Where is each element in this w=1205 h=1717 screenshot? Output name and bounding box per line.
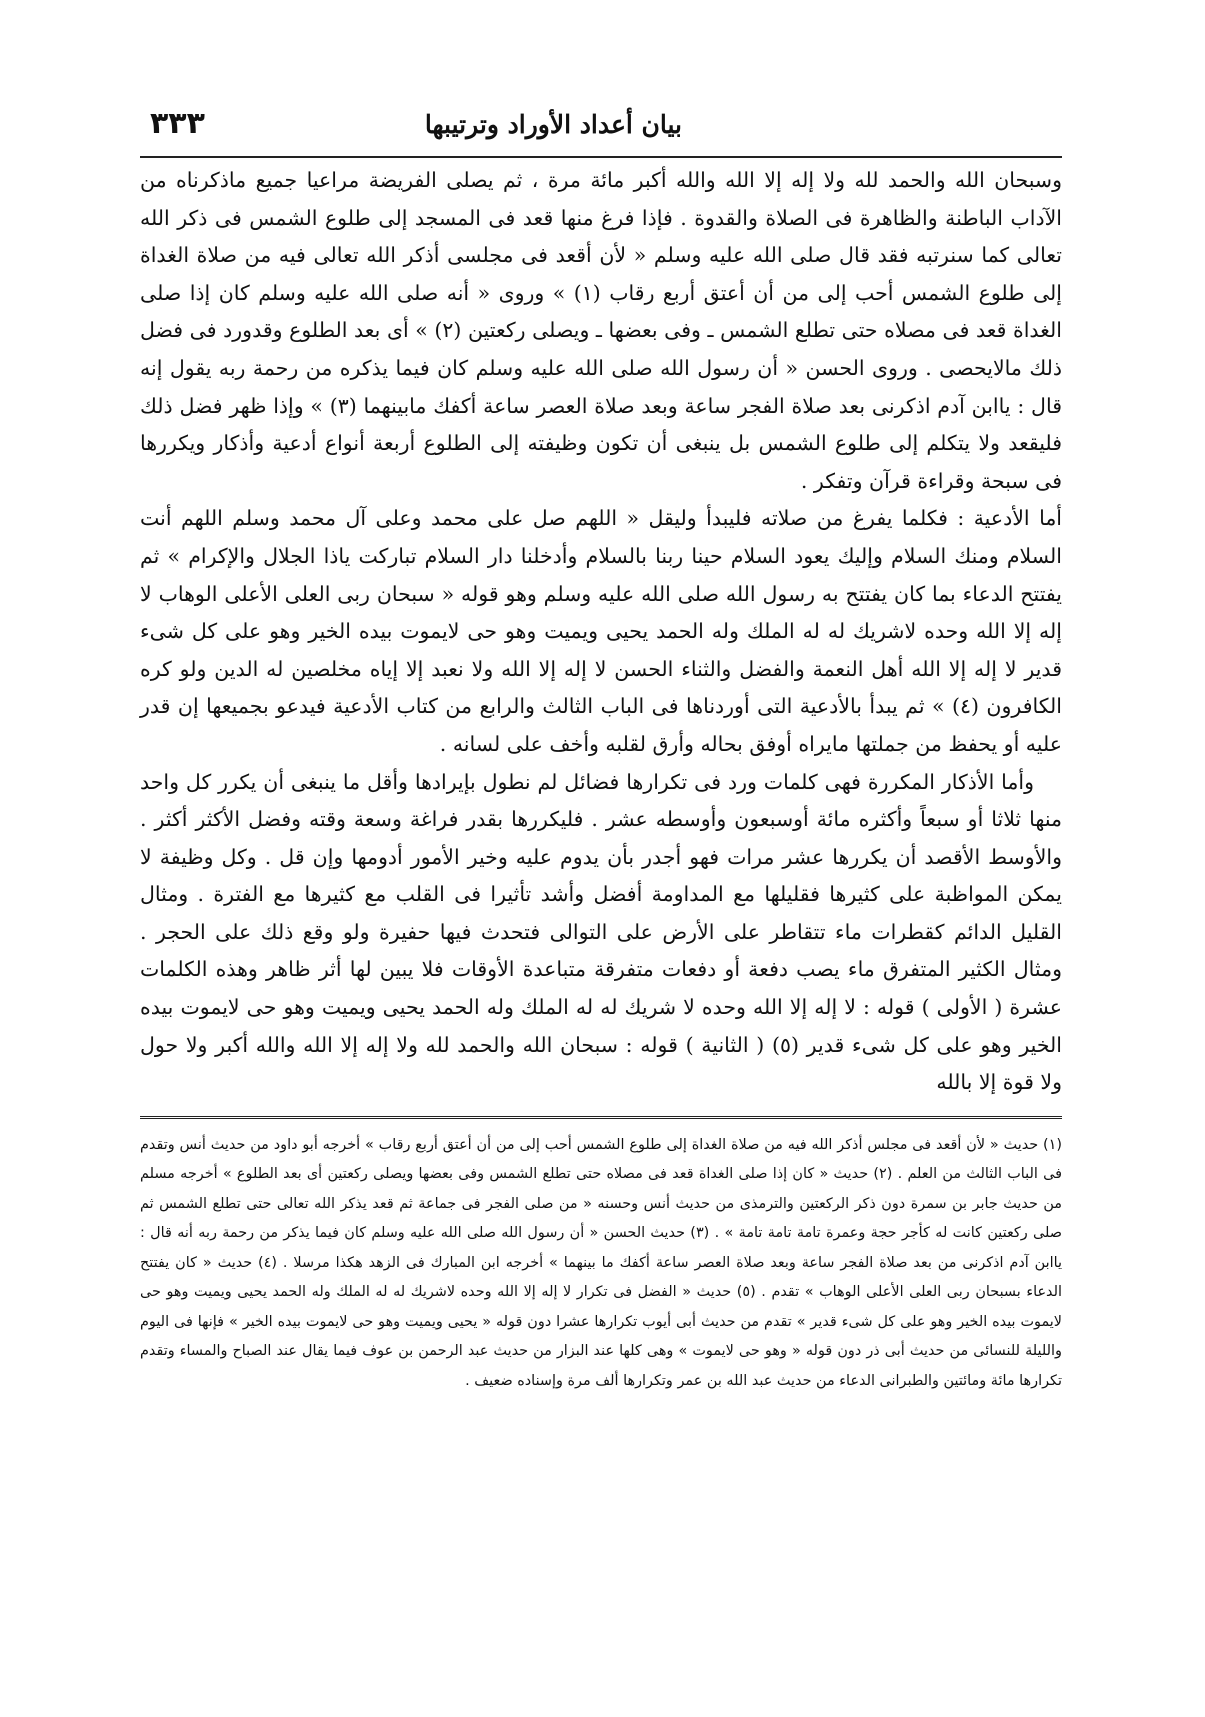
paragraph: وأما الأذكار المكررة فهى كلمات ورد فى تكرارها فضائل لم نطول بإيرادها وأقل ما ينبغى أن يكرر كل واحد منها ثلاثا أو سبعاً وأكثره مائة أوسبعون وأوسطه عشر . فليكررها بقدر فراغة وسعة وقته وفضل الأكثر أكثر . والأوسط الأقصد أن يكررها عشر مرات فهو أجدر بأن يدوم عليه وخير الأمور أدومها وإن قل . وكل وظيفة لا يمكن المواظبة على كثيرها فقليلها مع المداومة أفضل وأشد تأثيرا فى القلب مع كثيرها مع الفترة . ومثال القليل الدائم كقطرات ماء تتقاطر على الأرض على التوالى فتحدث فيها حفيرة ولو وقع ذلك على الحجر . ومثال الكثير المتفرق ماء يصب دفعة أو دفعات متفرقة متباعدة الأوقات فلا يبين لها أثر ظاهر وهذه الكلمات عشرة ( الأولى ) قوله : لا إله إلا الله وحده لا شريك له له الملك وله الحمد يحيى ويميت وهو حى لايموت بيده الخير وهو على كل شىء قدير (٥) ( الثانية ) قوله : سبحان الله والحمد لله ولا إله إلا الله والله أكبر ولا حول ولا قوة إلا بالله [140,769,1063,1095]
page-number: ٣٣٣ [150,106,205,141]
paragraph: أما الأدعية : فكلما يفرغ من صلاته فليبدأ وليقل « اللهم صل على محمد وعلى آل محمد وسلم اللهم أنت السلام ومنك السلام وإليك يعود السلام حينا ربنا بالسلام وأدخلنا دار السلام تباركت ياذا الجلال والإكرام » ثم يفتتح الدعاء بما كان يفتتح به رسول الله صلى الله عليه وسلم وهو قوله « سبحان ربى العلى الأعلى الوهاب لا إله إلا الله وحده لاشريك له له الملك وله الحمد يحيى ويميت وهو حى لايموت بيده الخير وهو على كل شىء قدير لا إله إلا الله أهل النعمة والفضل والثناء الحسن لا إله إلا الله ولا نعبد إلا إياه مخلصين له الدين ولو كره الكافرون (٤) » ثم يبدأ بالأدعية التى أوردناها فى الباب الثالث والرابع من كتاب الأدعية فيدعو بجميعها إن قدر عليه أو يحفظ من جملتها مايراه أوفق بحاله وأرق لقلبه وأخف على لسانه . [140,506,1063,756]
footnote-separator [140,1116,1062,1123]
running-title: بيان أعداد الأوراد وترتيبها [424,110,682,139]
footnotes [140,1131,1062,1397]
main-text [140,162,1062,1102]
page-header [140,100,1062,158]
paragraph: وسبحان الله والحمد لله ولا إله إلا الله والله أكبر مائة مرة ، ثم يصلى الفريضة مراعيا جميع ماذكرناه من الآداب الباطنة والظاهرة فى الصلاة والقدوة . فإذا فرغ منها قعد فى المسجد إلى طلوع الشمس فى ذكر الله تعالى كما سنرتبه فقد قال صلى الله عليه وسلم « لأن أقعد فى مجلسى أذكر الله تعالى فيه من صلاة الغداة إلى طلوع الشمس أحب إلى من أن أعتق أربع رقاب (١) » وروى « أنه صلى الله عليه وسلم كان إذا صلى الغداة قعد فى مصلاه حتى تطلع الشمس ـ وفى بعضها ـ ويصلى ركعتين (٢) » أى بعد الطلوع وقدورد فى فضل ذلك مالايحصى . وروى الحسن « أن رسول الله صلى الله عليه وسلم كان فيما يذكره من رحمة ربه يقول إنه قال : ياابن آدم اذكرنى بعد صلاة الفجر ساعة وبعد صلاة العصر ساعة أكفك مابينهما (٣) » وإذا ظهر فضل ذلك فليقعد ولا يتكلم إلى طلوع الشمس بل ينبغى أن تكون وظيفته إلى الطلوع أربعة أنواع أدعية وأذكار ويكررها فى سبحة وقراءة قرآن وتفكر . [140,168,1063,493]
footnote-text: (١) حديث « لأن أقعد فى مجلس أذكر الله فيه من صلاة الغداة إلى طلوع الشمس أحب إلى من أن أعتق أربع رقاب » أخرجه أبو داود من حديث أنس وتقدم فى الباب الثالث من العلم . (٢) حديث « كان إذا صلى الغداة قعد فى مصلاه حتى تطلع الشمس وفى بعضها ويصلى ركعتين أى بعد الطلوع » أخرجه مسلم من حديث جابر بن سمرة دون ذكر الركعتين والترمذى من حديث أنس وحسنه « من صلى الفجر فى جماعة ثم قعد يذكر الله تعالى حتى تطلع الشمس ثم صلى ركعتين كانت له كأجر حجة وعمرة تامة تامة تامة » . (٣) حديث الحسن « أن رسول الله صلى الله عليه وسلم كان فيما يذكر من رحمة ربه أنه قال : ياابن آدم اذكرنى من بعد صلاة الفجر ساعة وبعد صلاة العصر ساعة أكفك ما بينهما » أخرجه ابن المبارك فى الزهد هكذا مرسلا . (٤) حديث « كان يفتتح الدعاء بسبحان ربى العلى الأعلى الوهاب » تقدم . (٥) حديث « الفضل فى تكرار لا إله إلا الله وحده لاشريك له له الملك وله الحمد يحيى ويميت وهو حى لايموت بيده الخير وهو على كل شىء قدير » تقدم من حديث أبى أيوب تكرارها عشرا دون قوله « يحيى ويميت وهو حى لايموت بيده الخير » فإنها فى اليوم والليلة للنسائى من حديث أبى ذر دون قوله « وهو حى لايموت » وهى كلها عند البزار من حديث عبد الرحمن بن عوف فيما يقال عند الصباح والمساء وتقدم تكرارها مائة ومائتين والطبرانى الدعاء من حديث عبد الله بن عمر وتكرارها ألف مرة وإسناده ضعيف . [140,1136,1063,1389]
book-page [140,100,1062,1650]
